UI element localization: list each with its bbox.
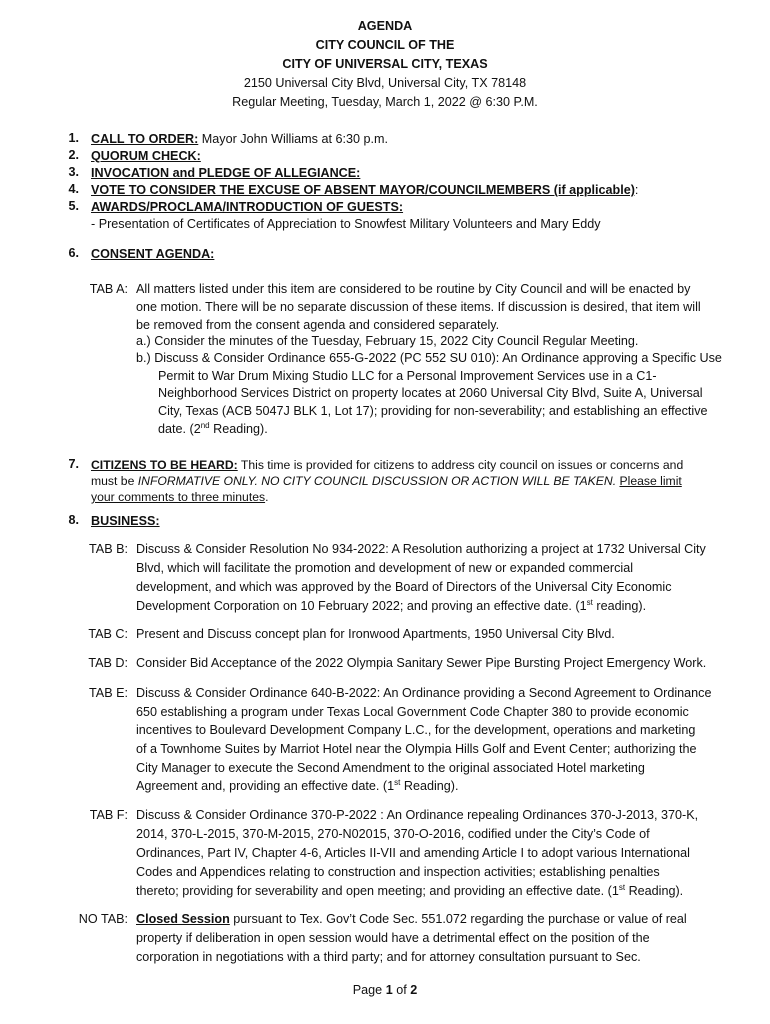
council-heading: CITY COUNCIL OF THE (315, 38, 455, 52)
item-consent-agenda: CONSENT AGENDA: (91, 247, 215, 261)
closed-session-text: property if deliberation in open session would have a detrimental effect on the position of the (136, 931, 650, 945)
address-line: 2150 Universal City Blvd, Universal City, TX 78148 (243, 76, 527, 90)
tab-f-text: thereto; providing for severability and open meeting; and providing an effective date. (1st Reading). (136, 882, 684, 898)
tab-f-text: 2014, 370-L-2015, 370-M-2015, 270-N02015, 370-O-2016, codified under the City’s Code of (136, 827, 650, 841)
tab-a-text: All matters listed under this item are considered to be routine by City Council and will be enacted by (136, 282, 691, 296)
tab-a-text: one motion. There will be no separate discussion of these items. If discussion is desired, that item will (136, 300, 701, 314)
tab-e-text: of a Townhome Suites by Marriot Hotel near the Olympia Hills Golf and Event Center; authorizing the (136, 742, 697, 756)
city-heading: CITY OF UNIVERSAL CITY, TEXAS (282, 57, 488, 71)
item-title: CALL TO ORDER: (91, 132, 199, 146)
item-number: 1. (68, 131, 79, 145)
item-citizens-to-be-heard (91, 457, 683, 474)
tab-a-subitem-b: b.) Discuss & Consider Ordinance 655-G-2022 (PC 552 SU 010): An Ordinance approving a Specific Use (136, 351, 722, 365)
item-awards-detail: - Presentation of Certificates of Appreciation to Snowfest Military Volunteers and Mary Eddy (91, 217, 601, 231)
tab-c-label: TAB C: (88, 627, 128, 641)
meeting-line: Regular Meeting, Tuesday, March 1, 2022 @ 6:30 P.M. (232, 95, 538, 109)
item-number: 2. (68, 148, 79, 162)
tab-a-subitem-a: a.) Consider the minutes of the Tuesday, February 15, 2022 City Council Regular Meeting. (136, 334, 639, 348)
tab-f-text: Codes and Appendices relating to construction and inspection activities; establishing penalties (136, 865, 660, 879)
tab-b-text: Development Corporation on 10 February 2022; and proving an effective date. (1st reading). (136, 597, 647, 613)
tab-a-subitem-b-text: date. (2nd Reading). (158, 420, 268, 436)
item-number: 4. (68, 182, 79, 196)
item-business: BUSINESS: (91, 514, 160, 528)
tab-f-text: Ordinances, Part IV, Chapter 4-6, Articles II-VII and amending Article I to adopt various International (136, 846, 690, 860)
tab-b-text: Blvd, which will facilitate the promotion and development of new or expanded commercial (136, 561, 634, 575)
tab-b-text: Discuss & Consider Resolution No 934-2022: A Resolution authorizing a project at 1732 Universal City (136, 542, 706, 556)
tab-e-text: Discuss & Consider Ordinance 640-B-2022: An Ordinance providing a Second Agreement to Ordinance (136, 686, 712, 700)
tab-d-label: TAB D: (88, 656, 128, 670)
item-title: VOTE TO CONSIDER THE EXCUSE OF ABSENT MAYOR/COUNCILMEMBERS (if applicable) (91, 183, 635, 197)
item-citizens-text: must be INFORMATIVE ONLY. NO CITY COUNCIL DISCUSSION OR ACTION WILL BE TAKEN. Please limit (91, 474, 682, 488)
closed-session-text: corporation in negotiations with a third party; and for attorney consultation pursuant to Sec. (136, 950, 641, 964)
item-number: 5. (68, 199, 79, 213)
closed-session-title: Closed Session (136, 912, 230, 926)
tab-a-text: be removed from the consent agenda and considered separately. (136, 318, 500, 332)
tab-d-text: Consider Bid Acceptance of the 2022 Olympia Sanitary Sewer Pipe Bursting Project Emergency Work. (136, 656, 707, 670)
item-citizens-text: your comments to three minutes. (91, 490, 269, 504)
tab-e-label: TAB E: (89, 686, 128, 700)
tab-a-label: TAB A: (89, 282, 128, 296)
tab-e-text: City Manager to execute the Second Amendment to the original associated Hotel marketing (136, 761, 645, 775)
item-number: 8. (68, 513, 79, 527)
no-tab-label: NO TAB: (78, 912, 128, 926)
item-punct: : (634, 183, 639, 197)
item-call-to-order (91, 131, 388, 148)
tab-e-text: 650 establishing a program under Texas Local Government Code Chapter 380 to provide economic (136, 705, 689, 719)
item-quorum-check: QUORUM CHECK: (91, 149, 201, 163)
item-number: 6. (68, 246, 79, 260)
item-vote-excuse (91, 182, 638, 199)
tab-f-text: Discuss & Consider Ordinance 370-P-2022 : An Ordinance repealing Ordinances 370-J-2013, 370-K, (136, 808, 699, 822)
item-number: 7. (68, 457, 79, 471)
tab-a-subitem-b-text: Permit to War Drum Mixing Studio LLC for a Personal Improvement Services use in a C1- (158, 369, 657, 383)
tab-b-label: TAB B: (89, 542, 128, 556)
closed-session-text: Closed Session pursuant to Tex. Gov’t Code Sec. 551.072 regarding the purchase or value of real (136, 912, 687, 926)
tab-e-text: incentives to Boulevard Development Company L.C., for the development, operations and marketing (136, 723, 696, 737)
item-text: This time is provided for citizens to address city council on issues or concerns and (237, 458, 684, 472)
tab-c-text: Present and Discuss concept plan for Ironwood Apartments, 1950 Universal City Blvd. (136, 627, 615, 641)
tab-f-label: TAB F: (89, 808, 128, 822)
item-number: 3. (68, 165, 79, 179)
item-invocation: INVOCATION and PLEDGE OF ALLEGIANCE: (91, 166, 361, 180)
page-number: Page 1 of 2 (352, 983, 418, 997)
tab-b-text: development, and which was approved by the Board of Directors of the Universal City Economic (136, 580, 672, 594)
agenda-heading: AGENDA (357, 19, 413, 33)
tab-a-subitem-b-text: City, Texas (ACB 5047J BLK 1, Lot 17); providing for non-severability; and establishing an effective (158, 404, 708, 418)
item-awards: AWARDS/PROCLAMA/INTRODUCTION OF GUESTS: (91, 200, 404, 214)
item-text: Mayor John Williams at 6:30 p.m. (198, 132, 388, 146)
item-title: CITIZENS TO BE HEARD: (91, 458, 238, 472)
tab-e-text: Agreement and, providing an effective date. (1st Reading). (136, 777, 459, 793)
tab-a-subitem-b-text: Neighborhood Services District on property locates at 2060 Universal City Blvd, Suite A, Universal (158, 386, 703, 400)
